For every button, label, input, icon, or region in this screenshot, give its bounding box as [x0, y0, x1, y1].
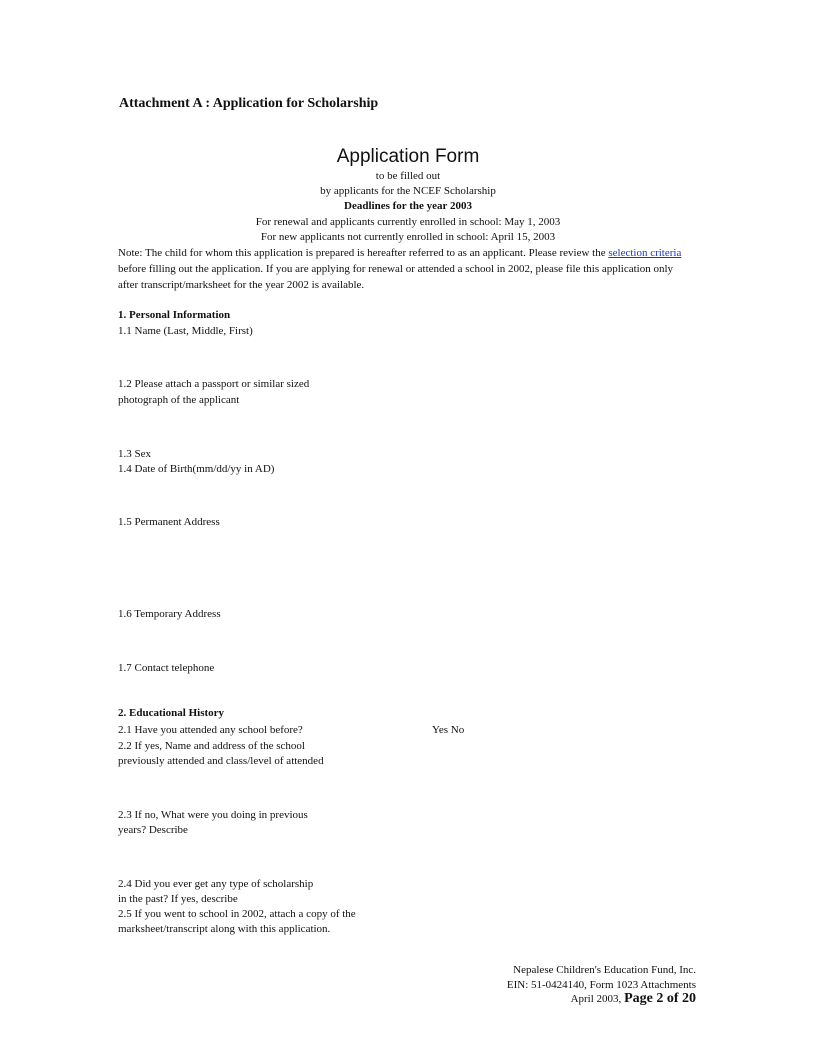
- label-contact-telephone: 1.7 Contact telephone: [118, 662, 215, 674]
- label-date-of-birth: 1.4 Date of Birth(mm/dd/yy in AD): [118, 463, 275, 475]
- label-previous-years-2: years? Describe: [118, 824, 188, 836]
- label-name: 1.1 Name (Last, Middle, First): [118, 325, 253, 337]
- yes-no-options: Yes No: [432, 724, 465, 736]
- note-paragraph: [118, 245, 693, 293]
- deadline-renewal: For renewal and applicants currently enrolled in school: May 1, 2003: [255, 216, 561, 228]
- note-text-1: Note: The child for whom this application is prepared is hereafter referred to as an applicant. Please review the: [118, 247, 609, 259]
- label-previous-school-1: 2.2 If yes, Name and address of the school: [118, 740, 305, 752]
- label-previous-school-2: previously attended and class/level of attended: [118, 755, 324, 767]
- label-previous-years-1: 2.3 If no, What were you doing in previous: [118, 809, 308, 821]
- footer-organization: Nepalese Children's Education Fund, Inc.: [513, 964, 696, 976]
- label-sex: 1.3 Sex: [118, 448, 151, 460]
- deadline-new: For new applicants not currently enrolled in school: April 15, 2003: [260, 231, 556, 243]
- section-personal-information: 1. Personal Information: [118, 309, 231, 321]
- label-scholarship-2: in the past? If yes, describe: [118, 893, 238, 905]
- label-marksheet-1: 2.5 If you went to school in 2002, attach a copy of the: [118, 908, 356, 920]
- label-photograph-2: photograph of the applicant: [118, 394, 240, 406]
- label-attended-school: 2.1 Have you attended any school before?: [118, 724, 303, 736]
- form-subtitle-1: to be filled out: [375, 170, 441, 182]
- page-number: Page 2 of 20: [624, 991, 696, 1006]
- footer-page-line: [571, 991, 696, 1007]
- form-title: Application Form: [336, 146, 480, 167]
- footer-ein: EIN: 51-0424140, Form 1023 Attachments: [506, 979, 696, 991]
- label-photograph-1: 1.2 Please attach a passport or similar sized: [118, 378, 310, 390]
- label-permanent-address: 1.5 Permanent Address: [118, 516, 220, 528]
- deadline-heading: Deadlines for the year 2003: [344, 200, 472, 212]
- label-temporary-address: 1.6 Temporary Address: [118, 608, 221, 620]
- section-educational-history: 2. Educational History: [118, 707, 225, 719]
- selection-criteria-link[interactable]: selection criteria: [608, 247, 682, 259]
- footer-date: April 2003,: [570, 993, 622, 1005]
- note-text-2: before filling out the application. If you are applying for renewal or attended a school in 2002, please file this application only after transcript/marksheet for the year 2002 is available.: [118, 263, 674, 291]
- attachment-title: Attachment A : Application for Scholarship: [119, 96, 379, 111]
- form-subtitle-2: by applicants for the NCEF Scholarship: [320, 185, 496, 197]
- label-scholarship-1: 2.4 Did you ever get any type of scholarship: [118, 878, 314, 890]
- label-marksheet-2: marksheet/transcript along with this application.: [118, 923, 331, 935]
